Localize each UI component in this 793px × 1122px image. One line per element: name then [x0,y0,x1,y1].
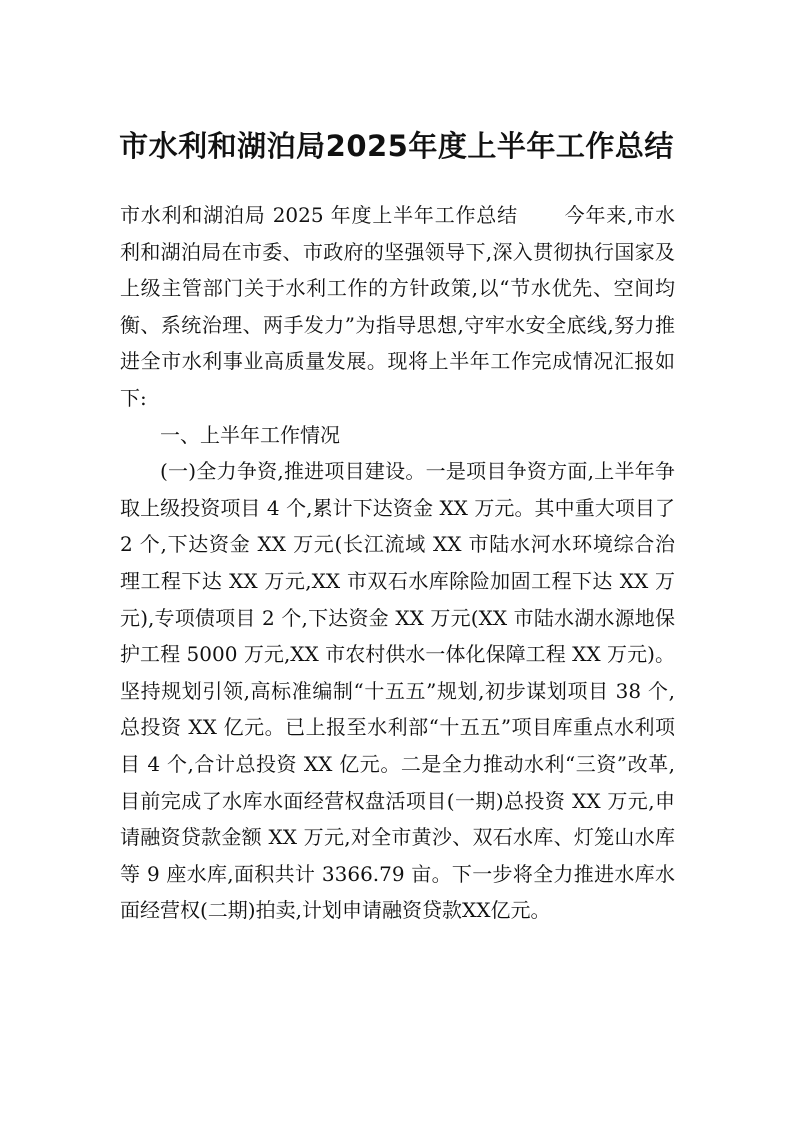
intro-heading: 市水利和湖泊局 2025 年度上半年工作总结 [120,203,518,227]
intro-paragraph [120,197,675,417]
section-heading: 一、上半年工作情况 [160,422,340,447]
document-title: 市水利和湖泊局2025年度上半年工作总结 [119,129,674,163]
intro-text: 今年来,市水利和湖泊局在市委、市政府的坚强领导下,深入贯彻执行国家及上级主管部门关于水利工作的方针政策,以“节水优先、空间均衡、系统治理、两手发力”为指导思想,守牢水安全底线,努力推进全市水利事业高质量发展。现将上半年工作完成情况汇报如下: [120,203,675,410]
section-paragraph: (一)全力争资,推进项目建设。一是项目争资方面,上半年争取上级投资项目 4 个,累计下达资金 XX 万元。其中重大项目了 2 个,下达资金 XX 万元(长江流域 XX 市陆水河水环境综合治理工程下达 XX 万元,XX 市双石水库除险加固工程下达 XX 万元),专项债项目 2 个,下达资金 XX 万元(XX 市陆水湖水源地保护工程 5000 万元,XX 市农村供水一体化保障工程 XX 万元)。坚持规划引领,高标准编制“十五五”规划,初步谋划项目 38 个,总投资 XX 亿元。已上报至水利部“十五五”项目库重点水利项目 4 个,合计总投资 XX 亿元。二是全力推动水利“三资”改革,目前完成了水库水面经营权盘活项目(一期)总投资 XX 万元,申请融资贷款金额 XX 万元,对全市黄沙、双石水库、灯笼山水库等 9 座水库,面积共计 3366.79 亩。下一步将全力推进水库水面经营权(二期)拍卖,计划申请融资贷款XX亿元。 [120,459,675,923]
document-body [120,197,675,929]
